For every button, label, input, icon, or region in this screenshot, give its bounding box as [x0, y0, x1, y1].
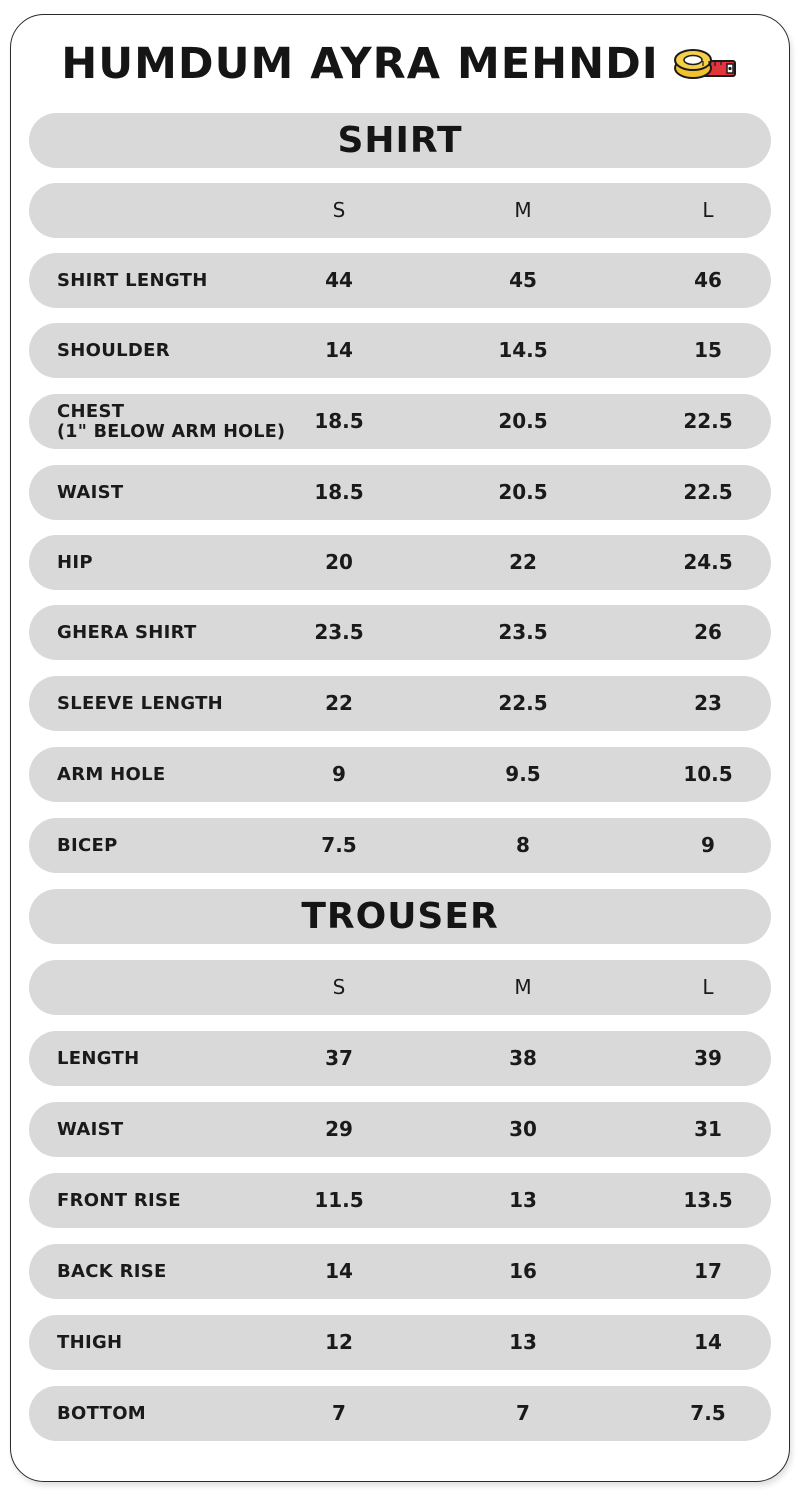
shirt-section-header	[29, 113, 771, 168]
table-row	[29, 465, 771, 520]
size-s-header: S	[332, 975, 346, 999]
trouser-size-header-row	[29, 960, 771, 1015]
value-m: 9.5	[505, 762, 541, 786]
value-m: 22.5	[498, 691, 548, 715]
row-label: SHIRT LENGTH	[57, 270, 208, 291]
row-label: BACK RISE	[57, 1261, 167, 1282]
value-s: 11.5	[314, 1188, 364, 1212]
table-row	[29, 1102, 771, 1157]
value-l: 10.5	[683, 762, 733, 786]
size-l-header: L	[702, 198, 714, 222]
table-row	[29, 323, 771, 378]
size-m-header: M	[514, 975, 532, 999]
value-l: 39	[694, 1046, 722, 1070]
measuring-tape-icon	[673, 46, 739, 82]
table-row	[29, 1031, 771, 1086]
row-label: LENGTH	[57, 1048, 140, 1069]
value-l: 9	[701, 833, 715, 857]
value-m: 45	[509, 268, 537, 292]
value-l: 7.5	[690, 1401, 726, 1425]
value-s: 14	[325, 1259, 353, 1283]
row-label: BICEP	[57, 835, 118, 856]
value-m: 13	[509, 1188, 537, 1212]
value-s: 29	[325, 1117, 353, 1141]
table-row	[29, 1386, 771, 1441]
trouser-heading: TROUSER	[301, 896, 499, 937]
value-l: 17	[694, 1259, 722, 1283]
value-l: 15	[694, 338, 722, 362]
table-row	[29, 535, 771, 590]
value-m: 8	[516, 833, 530, 857]
value-s: 7.5	[321, 833, 357, 857]
size-m-header: M	[514, 198, 532, 222]
value-s: 9	[332, 762, 346, 786]
value-s: 44	[325, 268, 353, 292]
table-row	[29, 605, 771, 660]
value-l: 22.5	[683, 409, 733, 433]
value-l: 26	[694, 620, 722, 644]
value-l: 31	[694, 1117, 722, 1141]
row-label: GHERA SHIRT	[57, 622, 197, 643]
table-row	[29, 1173, 771, 1228]
value-m: 13	[509, 1330, 537, 1354]
value-l: 22.5	[683, 480, 733, 504]
row-label: THIGH	[57, 1332, 123, 1353]
value-m: 20.5	[498, 480, 548, 504]
value-m: 7	[516, 1401, 530, 1425]
row-label: CHEST	[57, 400, 125, 422]
value-s: 22	[325, 691, 353, 715]
value-l: 24.5	[683, 550, 733, 574]
row-label: FRONT RISE	[57, 1190, 181, 1211]
value-m: 30	[509, 1117, 537, 1141]
row-label: SHOULDER	[57, 340, 170, 361]
page-title: HUMDUM AYRA MEHNDI	[61, 39, 659, 89]
value-m: 16	[509, 1259, 537, 1283]
value-l: 13.5	[683, 1188, 733, 1212]
value-l: 46	[694, 268, 722, 292]
shirt-heading: SHIRT	[337, 120, 463, 161]
value-s: 23.5	[314, 620, 364, 644]
value-s: 37	[325, 1046, 353, 1070]
row-label: SLEEVE LENGTH	[57, 693, 224, 714]
table-row	[29, 747, 771, 802]
table-row	[29, 253, 771, 308]
size-l-header: L	[702, 975, 714, 999]
value-s: 14	[325, 338, 353, 362]
shirt-size-header-row	[29, 183, 771, 238]
row-label: WAIST	[57, 482, 124, 503]
value-l: 14	[694, 1330, 722, 1354]
value-s: 18.5	[314, 409, 364, 433]
trouser-section-header	[29, 889, 771, 944]
row-label: WAIST	[57, 1119, 124, 1140]
row-label: ARM HOLE	[57, 764, 166, 785]
title-bar	[0, 36, 800, 92]
value-m: 22	[509, 550, 537, 574]
value-s: 18.5	[314, 480, 364, 504]
table-row	[29, 676, 771, 731]
table-row	[29, 394, 771, 449]
table-row	[29, 1244, 771, 1299]
value-m: 20.5	[498, 409, 548, 433]
row-label: BOTTOM	[57, 1403, 147, 1424]
value-s: 12	[325, 1330, 353, 1354]
value-m: 38	[509, 1046, 537, 1070]
value-s: 20	[325, 550, 353, 574]
value-m: 23.5	[498, 620, 548, 644]
row-label-group	[57, 394, 285, 449]
row-label: HIP	[57, 552, 93, 573]
value-l: 23	[694, 691, 722, 715]
table-row	[29, 818, 771, 873]
table-row	[29, 1315, 771, 1370]
size-s-header: S	[332, 198, 346, 222]
value-m: 14.5	[498, 338, 548, 362]
value-s: 7	[332, 1401, 346, 1425]
row-label-note: (1" BELOW ARM HOLE)	[57, 421, 286, 442]
